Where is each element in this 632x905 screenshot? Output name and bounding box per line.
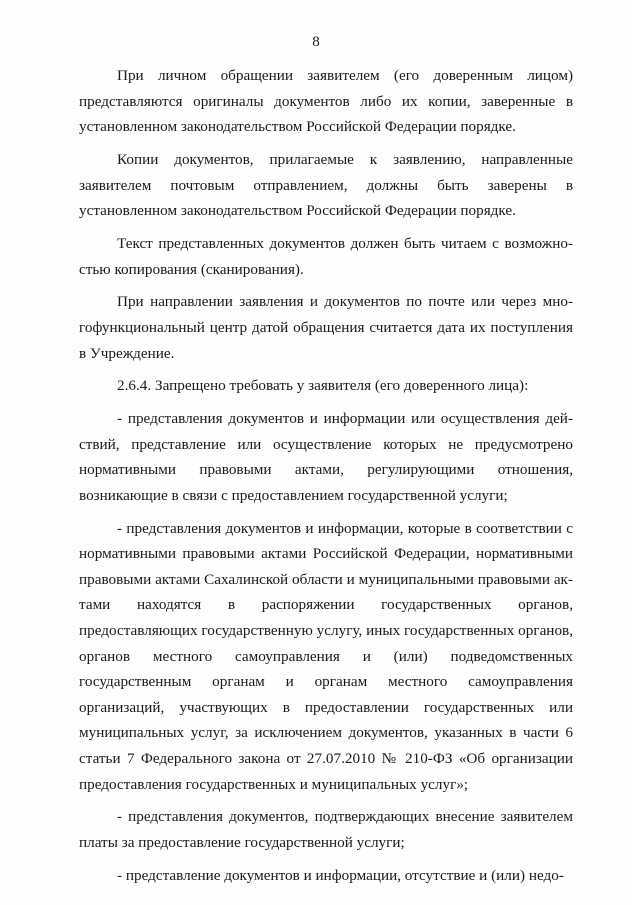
document-body [79, 63, 573, 888]
list-item-payment-proof: - представления документов, подтверждающих внесение заявителем платы за предоставление государственной услуги; [79, 808, 573, 851]
page-number: 8 [312, 34, 320, 50]
list-item-missing-documents: - представление документов и информации, отсутствие и (или) недо- [117, 866, 564, 884]
paragraph-section-2-6-4: 2.6.4. Запрещено требовать у заявителя (его доверенного лица): [117, 377, 529, 395]
paragraph-original-documents: При личном обращении заявителем (его доверенным лицом) представляются оригиналы документов либо их копии, заверенные в установленном законодательством Российской Федерации порядке. [79, 67, 573, 136]
paragraph-readable-text: Текст представленных документов должен быть читаем с возможностью копирования (сканирования). [79, 234, 573, 278]
list-item-actions: - представления документов и информации или осуществления действий, представление или осуществление которых не предусмотрено нормативными правовыми актами, регулирующими отношения, возникающие в связи с предоставлением государственной услуги; [79, 410, 573, 504]
paragraph-postal-date: При направлении заявления и документов по почте или через многофункциональный центр датой обращения считается дата их поступления в Учреждение. [79, 293, 573, 362]
list-item-documents-held: - представления документов и информации, которые в соответствии с нормативными правовыми актами Российской Федерации, нормативными правовыми актами Сахалинской области и муниципальными правовыми актами находятся в распоряжении государственных органов, предоставляющих государственную услугу, иных государственных органов, органов местного самоуправления и (или) подведомственных государственным органам и органам местного самоуправления организаций, участвующих в предоставлении государственных или муниципальных услуг, за исключением документов, указанных в части 6 статьи 7 Федерального закона от 27.07.2010 № 210-ФЗ «Об организации предоставления государственных и муниципальных услуг»; [79, 519, 573, 793]
paragraph-postal-copies: Копии документов, прилагаемые к заявлению, направленные заявителем почтовым отправлением, должны быть заверены в установленном законодательством Российской Федерации порядке. [79, 150, 573, 220]
